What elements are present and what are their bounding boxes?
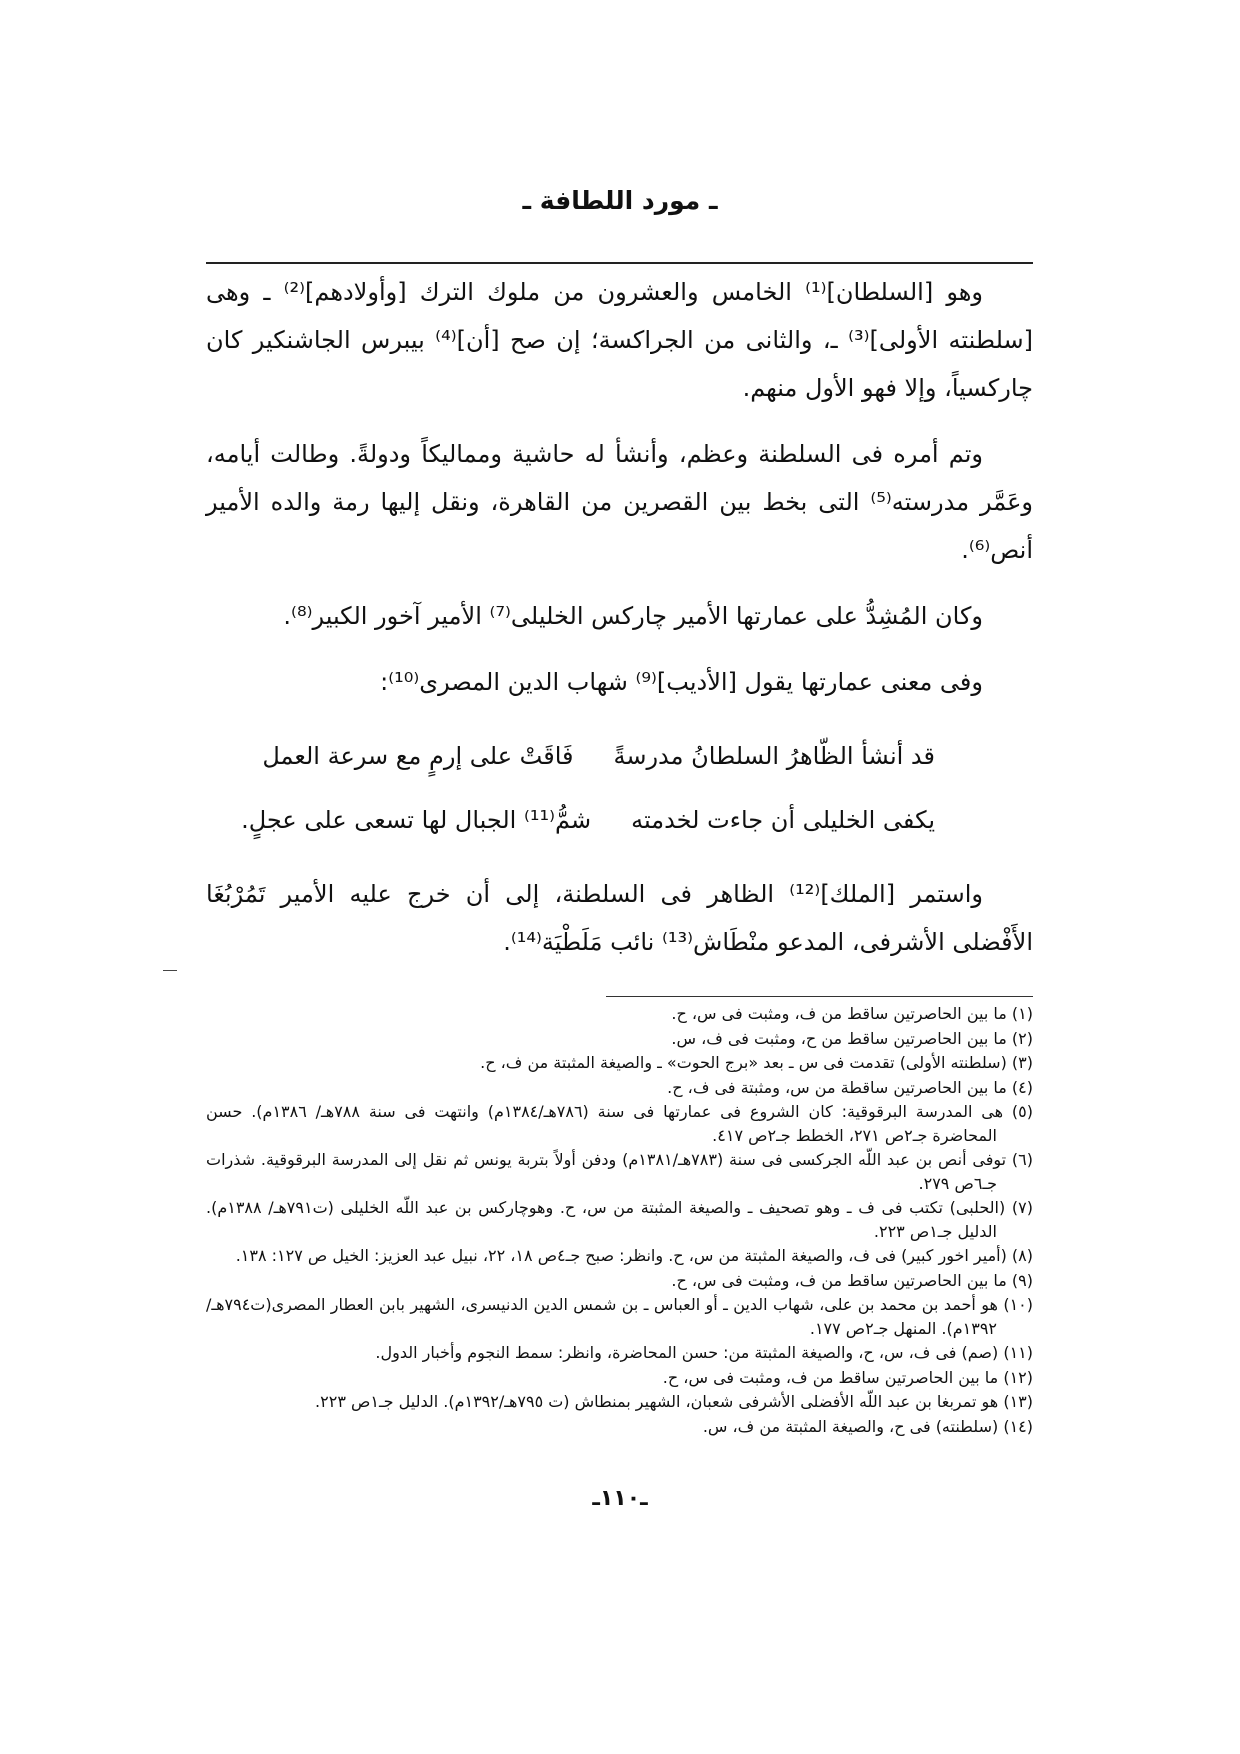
footnotes [206, 1002, 1033, 1439]
verse-1 [206, 724, 1033, 788]
paragraph-4: وفى معنى عمارتها يقول [الأديب]⁽⁹⁾ شهاب الدين المصرى⁽¹⁰⁾: [380, 668, 983, 696]
verse-1-second-hemistich: فَاقَتْ على إرمٍ مع سرعة العمل [262, 742, 574, 770]
margin-mark [163, 970, 177, 971]
footnote-rule [606, 996, 1033, 997]
paragraph-3: وكان المُشِدُّ على عمارتها الأمير چاركس الخليلى⁽⁷⁾ الأمير آخور الكبير⁽⁸⁾. [283, 602, 983, 630]
paragraph-5: واستمر [الملك]⁽¹²⁾ الظاهر فى السلطنة، إلى أن خرج عليه الأمير تَمُرْبُغَا الأَفْضلى الأشرفى، المدعو منْطَاش⁽¹³⁾ نائب مَلَطْيَة⁽¹⁴⁾. [206, 880, 1033, 956]
footnote-7: (٧) (الحلبى) تكتب فى ف ـ وهو تصحيف ـ والصيغة المثبتة من س، ح. وهوچاركس بن عبد اللّه الخليلى (ت٧٩١هـ/ ١٣٨٨م). الدليل جـ١ص ٢٢٣. [206, 1198, 1033, 1241]
footnote-9: (٩) ما بين الحاصرتين ساقط من ف، ومثبت فى س، ح. [671, 1270, 1033, 1290]
paragraph-2: وتم أمره فى السلطنة وعظم، وأنشأ له حاشية ومماليكاً ودولةً. وطالت أيامه، وعَمَّر مدرسته⁽⁵⁾ التى بخط بين القصرين من القاهرة، ونقل إليها رمة والده الأمير أنص⁽⁶⁾. [206, 440, 1033, 564]
footnote-8: (٨) (أمير اخور كبير) فى ف، والصيغة المثبتة من س، ح. وانظر: صبح جـ٤ص ١٨، ٢٢، نبيل عبد العزيز: الخيل ص ١٢٧: ١٣٨. [235, 1246, 1033, 1265]
footnote-2: (٢) ما بين الحاصرتين ساقط من ح، ومثبت فى ف، س. [671, 1028, 1033, 1048]
running-header: ـ مورد اللطافة ـ [522, 186, 718, 215]
footnote-14: (١٤) (سلطنته) فى ح، والصيغة المثبتة من ف، س. [702, 1416, 1033, 1436]
verse-1-first-hemistich: قد أنشأ الظّاهرُ السلطانُ مدرسةً [613, 742, 935, 770]
footnote-13: (١٣) هو تمربغا بن عبد اللّه الأفضلى الأشرفى شعبان، الشهير بمنطاش (ت ٧٩٥هـ/١٣٩٢م). الدليل جـ١ص ٢٢٣. [315, 1392, 1033, 1411]
footnote-5: (٥) هى المدرسة البرقوقية: كان الشروع فى عمارتها فى سنة (٧٨٦هـ/١٣٨٤م) وانتهت فى سنة ٧٨٨هـ/ ١٣٨٦م). حسن المحاضرة جـ٢ص ٢٧١، الخطط جـ٢ص ٤١٧. [206, 1102, 1034, 1145]
footnote-10: (١٠) هو أحمد بن محمد بن على، شهاب الدين ـ أو العباس ـ بن شمس الدين الدنيسرى، الشهير بابن العطار المصرى(ت٧٩٤هـ/١٣٩٢م). المنهل جـ٢ص ١٧٧. [206, 1295, 1033, 1338]
footnote-1: (١) ما بين الحاصرتين ساقط من ف، ومثبت فى س، ح. [671, 1004, 1033, 1023]
poem [206, 724, 1033, 852]
footnote-3: (٣) (سلطنته الأولى) تقدمت فى س ـ بعد «برج الحوت» ـ والصيغة المثبتة من ف، ح. [480, 1053, 1033, 1072]
footnote-4: (٤) ما بين الحاصرتين ساقطة من س، ومثبتة فى ف، ح. [667, 1077, 1033, 1097]
main-text [206, 268, 1033, 984]
verse-2-second-hemistich: شمُّ⁽¹¹⁾ الجبال لها تسعى على عجلٍ. [241, 806, 592, 834]
verse-2 [206, 788, 1033, 852]
paragraph-1: وهو [السلطان]⁽¹⁾ الخامس والعشرون من ملوك الترك [وأولادهم]⁽²⁾ ـ وهى [سلطنته الأولى]⁽³⁾ ـ، والثانى من الجراكسة؛ إن صح [أن]⁽⁴⁾ بيبرس الجاشنكير كان چاركسياً، وإلا فهو الأول منهم. [206, 278, 1033, 402]
verse-2-first-hemistich: يكفى الخليلى أن جاءت لخدمته [631, 806, 935, 834]
footnote-11: (١١) (صم) فى ف، س، ح، والصيغة المثبتة من: حسن المحاضرة، وانظر: سمط النجوم وأخبار الدول. [375, 1343, 1033, 1362]
footnote-12: (١٢) ما بين الحاصرتين ساقط من ف، ومثبت فى س، ح. [662, 1367, 1033, 1387]
footnote-6: (٦) توفى أنص بن عبد اللّه الجركسى فى سنة (٧٨٣هـ/١٣٨١م) ودفن أولاً بتربة يونس ثم نقل إلى المدرسة البرقوقية. شذرات جـ٦ص ٢٧٩. [206, 1150, 1033, 1193]
header-rule [206, 262, 1033, 264]
page-number: ـ١١٠ـ [592, 1486, 648, 1511]
